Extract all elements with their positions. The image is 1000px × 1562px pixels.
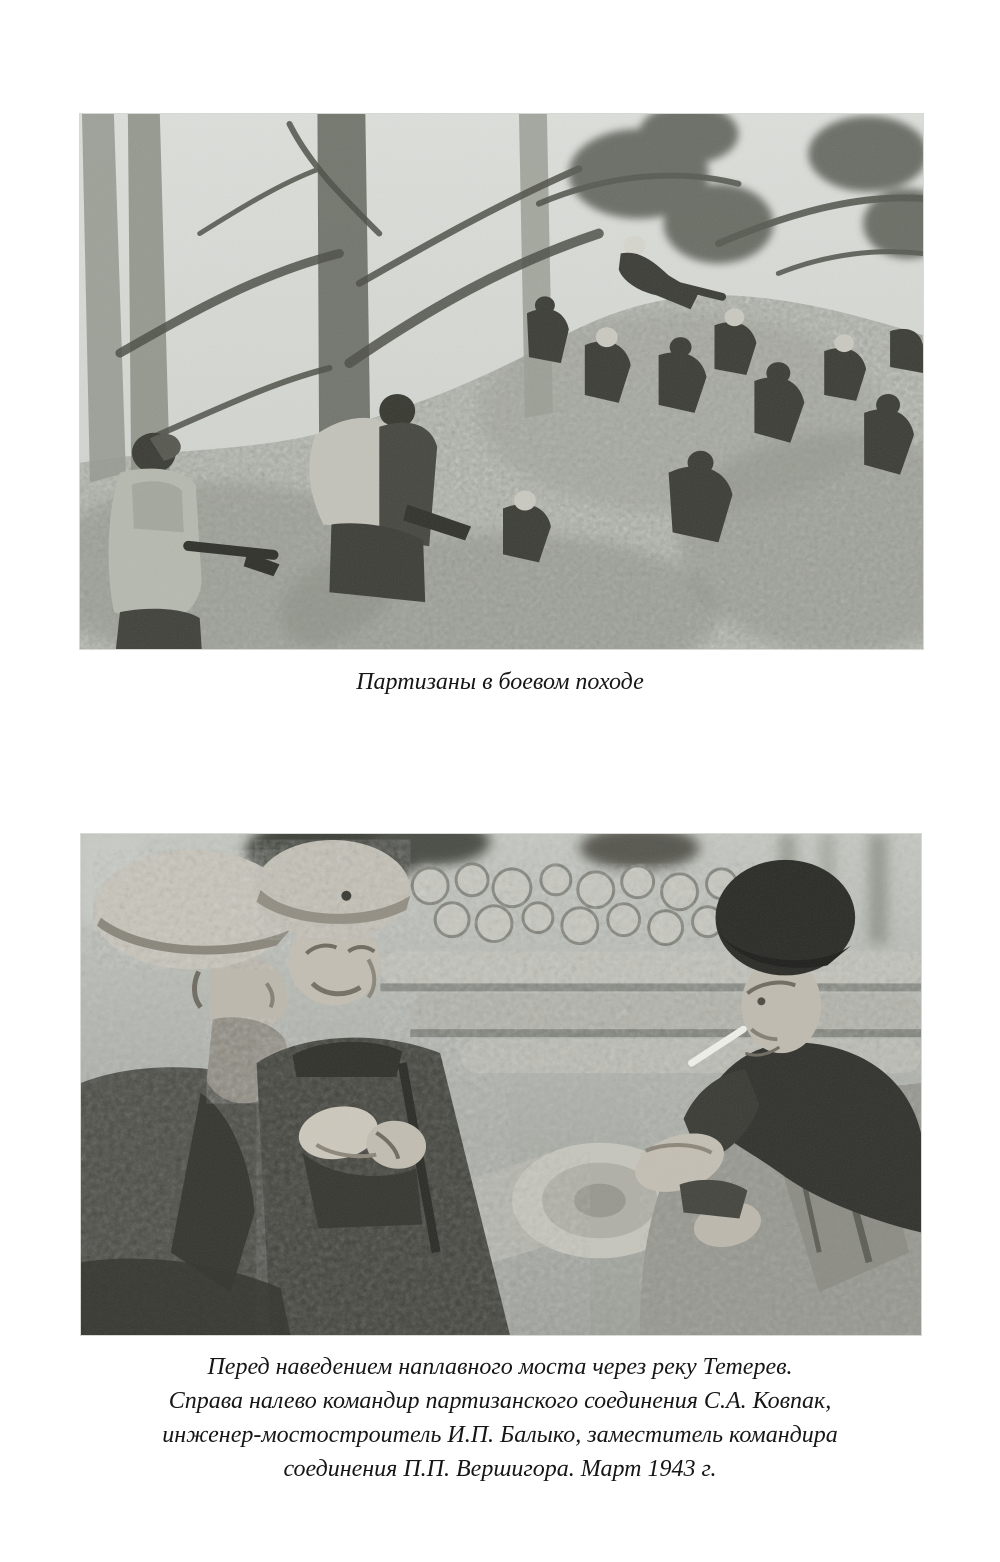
photo2-caption bbox=[0, 1350, 1000, 1486]
pontoon-bridge-commanders-photo-art bbox=[81, 834, 921, 1335]
photo2-caption-line-1: Перед наведением наплавного моста через реку Тетерев. bbox=[207, 1354, 793, 1380]
partisans-march-photo bbox=[79, 113, 924, 650]
photo2-caption-line-2: Справа налево командир партизанского соединения С.А. Ковпак, bbox=[168, 1388, 832, 1414]
photo1-caption bbox=[0, 665, 1000, 699]
pontoon-bridge-commanders-photo bbox=[80, 833, 922, 1336]
photo1-caption-text: Партизаны в боевом походе bbox=[356, 669, 644, 695]
photo2-caption-line-3: инженер-мостостроитель И.П. Балыко, заместитель командира bbox=[162, 1422, 838, 1448]
photo2-caption-line-4: соединения П.П. Вершигора. Март 1943 г. bbox=[283, 1456, 717, 1482]
partisans-march-photo-art bbox=[80, 114, 923, 649]
